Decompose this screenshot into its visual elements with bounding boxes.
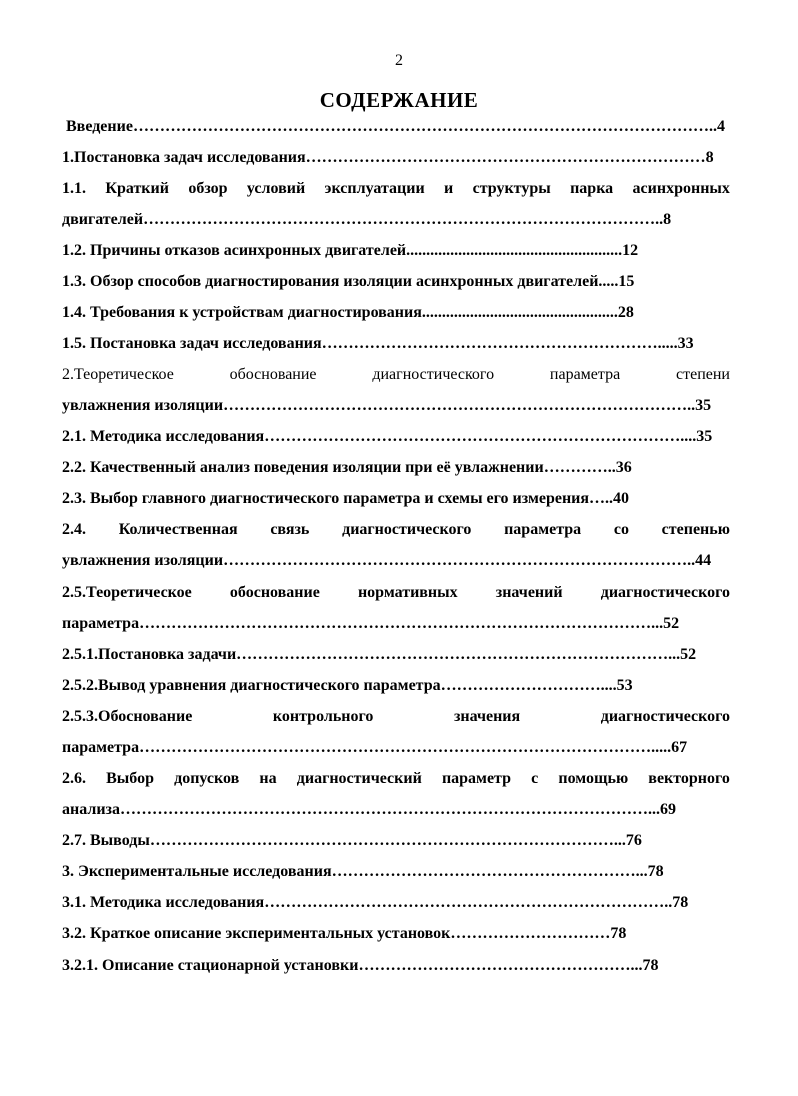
toc-entry-2-5-2: 2.5.2.Вывод уравнения диагностического параметра…………………………....53 bbox=[62, 677, 633, 694]
toc-entry-2-5-3-line1: 2.5.3.Обоснование контрольного значения диагностического bbox=[62, 708, 730, 725]
toc-entry-2-5-1: 2.5.1.Постановка задачи………………………………………………………………………...52 bbox=[62, 646, 697, 663]
toc-entry-1-5: 1.5. Постановка задач исследования……………………………………………………….....33 bbox=[62, 335, 694, 352]
toc-entry-intro: Введение………………………………………………………………………………………………..4 bbox=[66, 118, 725, 135]
toc-entry-1-3: 1.3. Обзор способов диагностирования изоляции асинхронных двигателей.....15 bbox=[62, 273, 635, 290]
toc-entry-2-line2: увлажнения изоляции……………………………………………………………………………..35 bbox=[62, 397, 712, 414]
toc-entry-2-3: 2.3. Выбор главного диагностического параметра и схемы его измерения…..40 bbox=[62, 490, 630, 507]
toc-entry-1-4: 1.4. Требования к устройствам диагностирования.................................................28 bbox=[62, 304, 634, 321]
toc-entry-1-1-line1: 1.1. Краткий обзор условий эксплуатации и структуры парка асинхронных bbox=[62, 180, 730, 197]
toc-entry-1: 1.Постановка задач исследования…………………………………………………………………8 bbox=[62, 149, 714, 166]
toc-entry-3: 3. Экспериментальные исследования…………………………………………………...78 bbox=[62, 863, 664, 880]
toc-entry-2-line1: 2.Теоретическое обоснование диагностического параметра степени bbox=[62, 366, 730, 383]
toc-entry-2-5-3-line2: параметра…………………………………………………………………………………….....67 bbox=[62, 739, 688, 756]
toc-entry-3-1: 3.1. Методика исследования…………………………………………………………………..78 bbox=[62, 894, 689, 911]
toc-entry-2-2: 2.2. Качественный анализ поведения изоляции при её увлажнении…………..36 bbox=[62, 459, 632, 476]
page-title: СОДЕРЖАНИЕ bbox=[319, 88, 479, 112]
toc-entry-1-1-line2: двигателей……………………………………………………………………………………..8 bbox=[62, 211, 672, 228]
toc-entry-2-5-line2: параметра……………………………………………………………………………………...52 bbox=[62, 615, 680, 632]
toc-entry-2-5-line1: 2.5.Теоретическое обоснование нормативных значений диагностического bbox=[62, 584, 730, 601]
toc-entry-2-4-line1: 2.4. Количественная связь диагностического параметра со степенью bbox=[62, 521, 730, 538]
page-number: 2 bbox=[395, 52, 403, 69]
toc-entry-3-2-1: 3.2.1. Описание стационарной установки……………………………………………...78 bbox=[62, 957, 659, 974]
toc-entry-2-6-line1: 2.6. Выбор допусков на диагностический параметр с помощью векторного bbox=[62, 770, 730, 787]
toc-entry-2-7: 2.7. Выводы……………………………………………………………………………...76 bbox=[62, 832, 642, 849]
toc-entry-2-4-line2: увлажнения изоляции……………………………………………………………………………..44 bbox=[62, 552, 712, 569]
toc-entry-2-1: 2.1. Методика исследования……………………………………………………………………....35 bbox=[62, 428, 713, 445]
toc-entry-3-2: 3.2. Краткое описание экспериментальных установок…………………………78 bbox=[62, 925, 627, 942]
toc-entry-2-6-line2: анализа………………………………………………………………………………………...69 bbox=[62, 801, 676, 818]
toc-entry-1-2: 1.2. Причины отказов асинхронных двигателей......................................................12 bbox=[62, 242, 639, 259]
